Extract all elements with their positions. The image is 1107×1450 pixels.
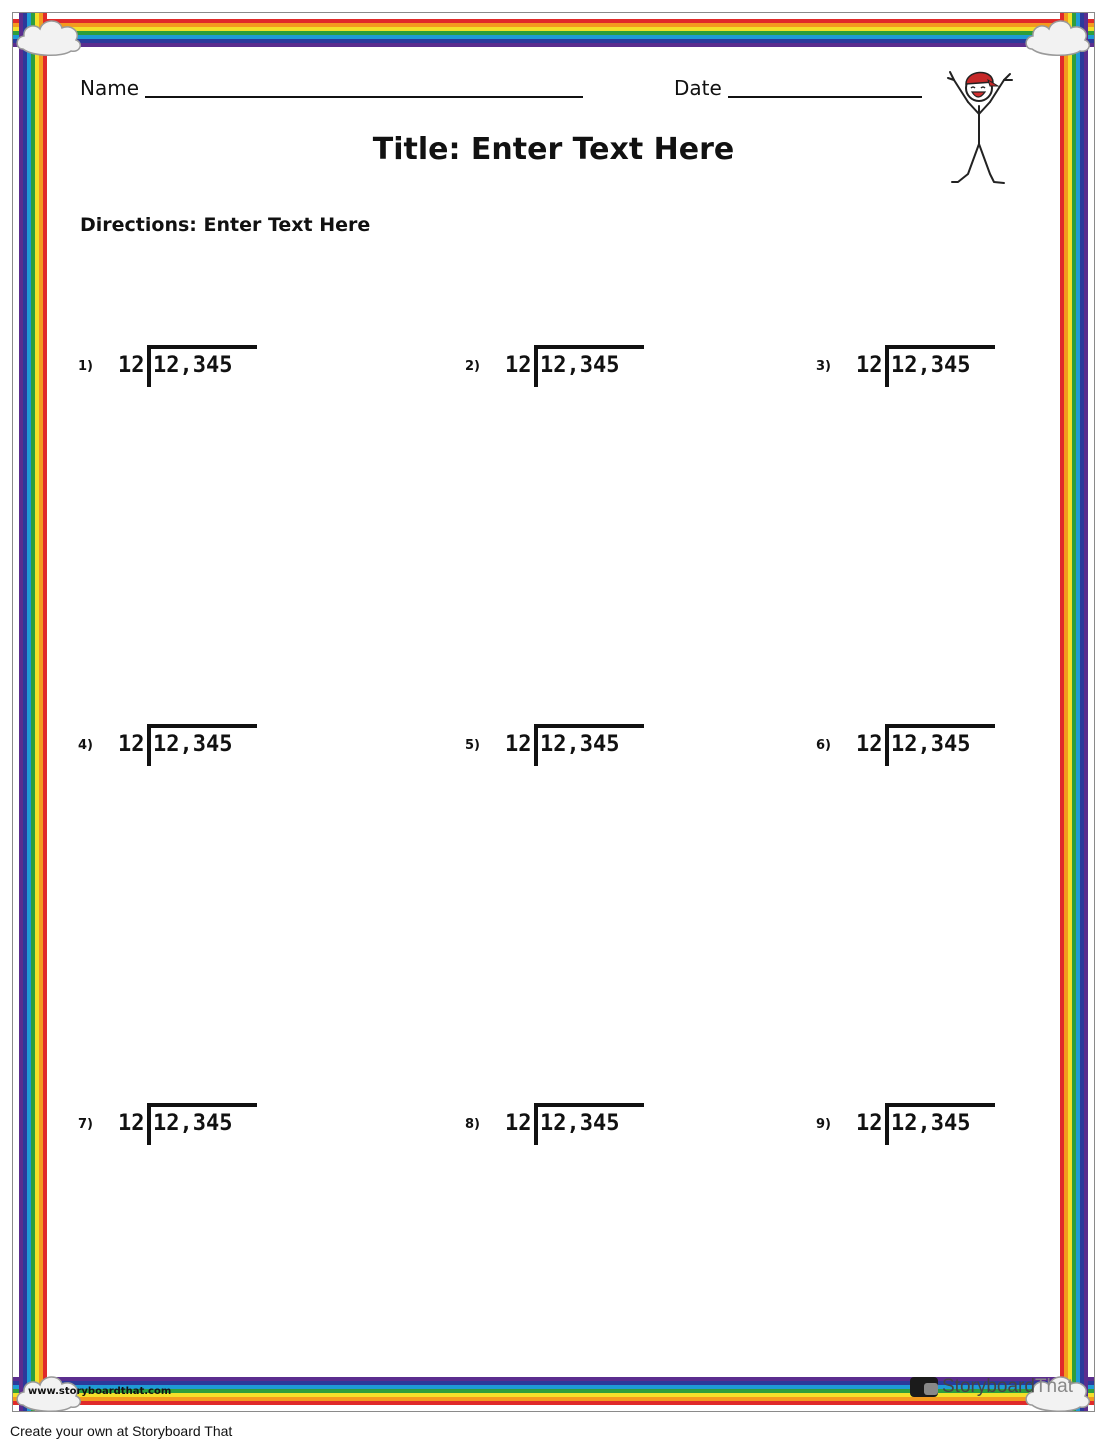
rainbow-border-left bbox=[19, 13, 47, 1411]
logo-word-that: That bbox=[1034, 1376, 1073, 1397]
divisor: 12 bbox=[856, 1111, 883, 1136]
divisor: 12 bbox=[505, 1111, 532, 1136]
divisor: 12 bbox=[505, 353, 532, 378]
dividend: 12,345 bbox=[540, 732, 620, 757]
rainbow-border-top bbox=[13, 19, 1094, 47]
problem-number: 5) bbox=[465, 738, 480, 753]
rainbow-border-right bbox=[1060, 13, 1088, 1411]
problem-number: 9) bbox=[816, 1117, 831, 1132]
problem-number: 1) bbox=[78, 359, 93, 374]
division-problem bbox=[78, 1103, 338, 1153]
divisor: 12 bbox=[856, 353, 883, 378]
divisor: 12 bbox=[856, 732, 883, 757]
date-field[interactable] bbox=[728, 96, 922, 98]
division-problem bbox=[816, 345, 1076, 395]
problem-number: 6) bbox=[816, 738, 831, 753]
directions-text: Directions: Enter Text Here bbox=[80, 214, 371, 236]
logo-word-storyboard: Storyboard bbox=[942, 1376, 1035, 1397]
divisor: 12 bbox=[505, 732, 532, 757]
division-problem bbox=[465, 1103, 725, 1153]
division-problem bbox=[78, 345, 338, 395]
dividend: 12,345 bbox=[891, 353, 971, 378]
worksheet-inner bbox=[53, 53, 1054, 1371]
divisor: 12 bbox=[118, 732, 145, 757]
division-problem bbox=[78, 724, 338, 774]
division-problem bbox=[816, 724, 1076, 774]
dividend: 12,345 bbox=[540, 353, 620, 378]
worksheet-title: Title: Enter Text Here bbox=[372, 132, 735, 167]
dividend: 12,345 bbox=[153, 732, 233, 757]
division-problem bbox=[816, 1103, 1076, 1153]
dividend: 12,345 bbox=[891, 1111, 971, 1136]
problem-number: 8) bbox=[465, 1117, 480, 1132]
dividend: 12,345 bbox=[153, 1111, 233, 1136]
name-field[interactable] bbox=[145, 96, 583, 98]
storyboardthat-logo bbox=[910, 1374, 1073, 1400]
footer-url: www.storyboardthat.com bbox=[28, 1386, 172, 1397]
footer-caption[interactable]: Create your own at Storyboard That bbox=[10, 1423, 233, 1439]
problem-number: 7) bbox=[78, 1117, 93, 1132]
dividend: 12,345 bbox=[891, 732, 971, 757]
dividend: 12,345 bbox=[540, 1111, 620, 1136]
date-label: Date bbox=[674, 76, 722, 100]
problem-number: 3) bbox=[816, 359, 831, 374]
cloud-icon bbox=[13, 11, 85, 59]
dividend: 12,345 bbox=[153, 353, 233, 378]
storyboardthat-logo-icon bbox=[910, 1377, 938, 1397]
cloud-icon bbox=[1022, 11, 1094, 59]
division-problem bbox=[465, 345, 725, 395]
name-label: Name bbox=[80, 76, 140, 100]
problem-number: 4) bbox=[78, 738, 93, 753]
divisor: 12 bbox=[118, 1111, 145, 1136]
stick-figure-icon bbox=[944, 62, 1014, 190]
divisor: 12 bbox=[118, 353, 145, 378]
problem-number: 2) bbox=[465, 359, 480, 374]
division-problem bbox=[465, 724, 725, 774]
